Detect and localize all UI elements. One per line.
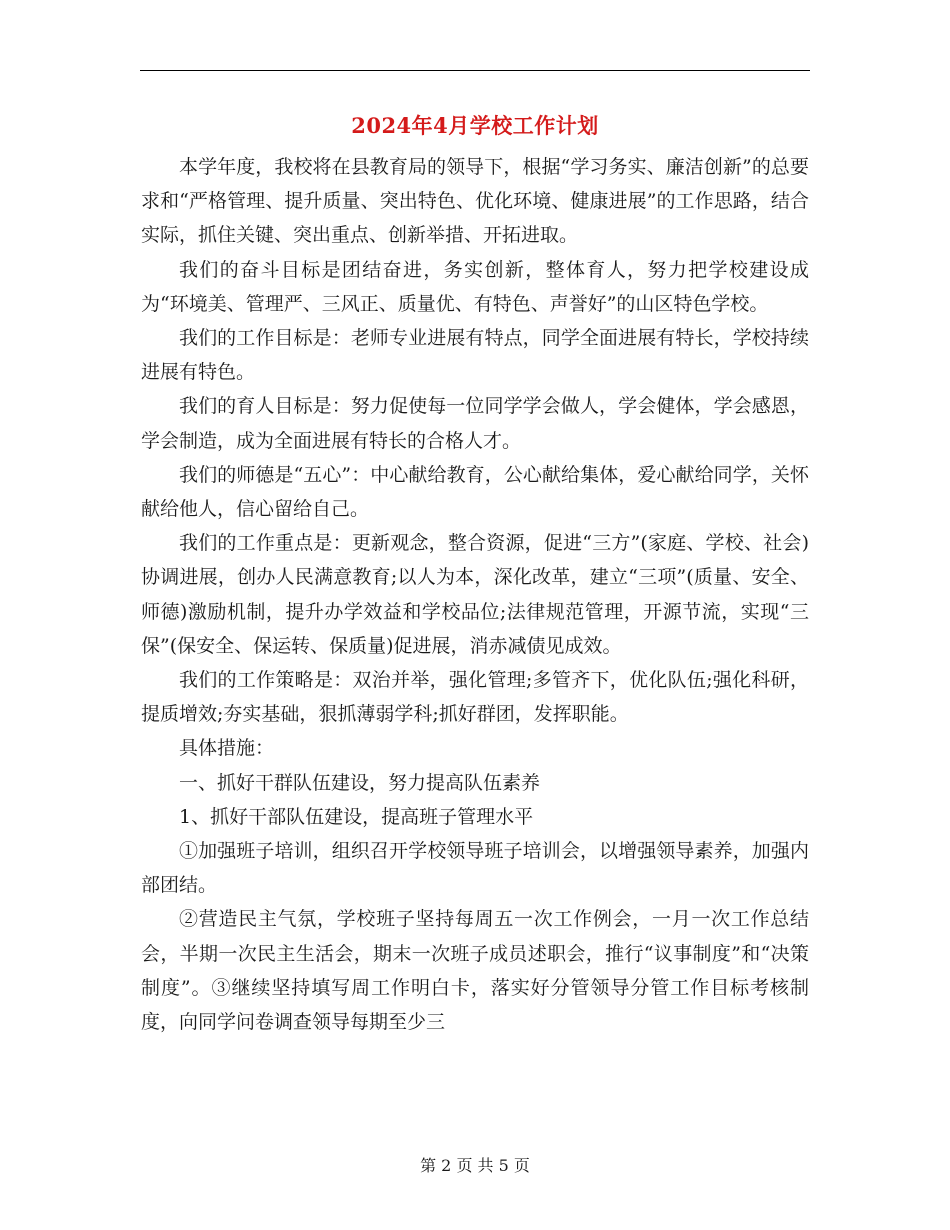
paragraph: 我们的工作策略是：双治并举，强化管理;多管齐下，优化队伍;强化科研，提质增效;夯实基础，狠抓薄弱学科;抓好群团，发挥职能。 (141, 669, 809, 726)
document-title: 2024年4月学校工作计划 (351, 113, 599, 138)
paragraph: 我们的工作重点是：更新观念，整合资源，促进“三方”(家庭、学校、社会)协调进展，创办人民满意教育;以人为本，深化改革，建立“三项”(质量、安全、师德)激励机制，提升办学效益和学校品位;法律规范管理，开源节流，实现“三保”(保安全、保运转、保质量)促进展，消赤减债见成效。 (141, 532, 809, 657)
section-heading: 一、抓好干群队伍建设，努力提高队伍素养 (179, 771, 541, 794)
paragraph: ②营造民主气氛，学校班子坚持每周五一次工作例会，一月一次工作总结会，半期一次民主生活会，期末一次班子成员述职会，推行“议事制度”和“决策制度”。③继续坚持填写周工作明白卡，落实好分管领导分管工作目标考核制度，向同学问卷调查领导每期至少三 (141, 908, 809, 1034)
paragraph: 我们的奋斗目标是团结奋进，务实创新，整体育人，努力把学校建设成为“环境美、管理严、三风正、质量优、有特色、声誉好”的山区特色学校。 (141, 258, 809, 315)
paragraph: 本学年度，我校将在县教育局的领导下，根据“学习务实、廉洁创新”的总要求和“严格管理、提升质量、突出特色、优化环境、健康进展”的工作思路，结合实际，抓住关键、突出重点、创新举措、开拓进取。 (141, 156, 809, 247)
paragraph: 具体措施： (179, 737, 275, 760)
paragraph: 我们的工作目标是：老师专业进展有特点，同学全面进展有特长，学校持续进展有特色。 (141, 327, 809, 384)
subsection-heading: 1、抓好干部队伍建设，提高班子管理水平 (179, 805, 534, 828)
header-rule (140, 70, 810, 71)
paragraph: 我们的育人目标是：努力促使每一位同学学会做人，学会健体，学会感恩，学会制造，成为全面进展有特长的合格人才。 (141, 395, 809, 452)
document-body (141, 150, 809, 1039)
paragraph: 我们的师德是“五心”：中心献给教育，公心献给集体，爱心献给同学，关怀献给他人，信心留给自己。 (141, 463, 809, 521)
page-footer: 第 2 页 共 5 页 (420, 1156, 530, 1175)
paragraph: ①加强班子培训，组织召开学校领导班子培训会，以增强领导素养，加强内部团结。 (141, 840, 809, 897)
